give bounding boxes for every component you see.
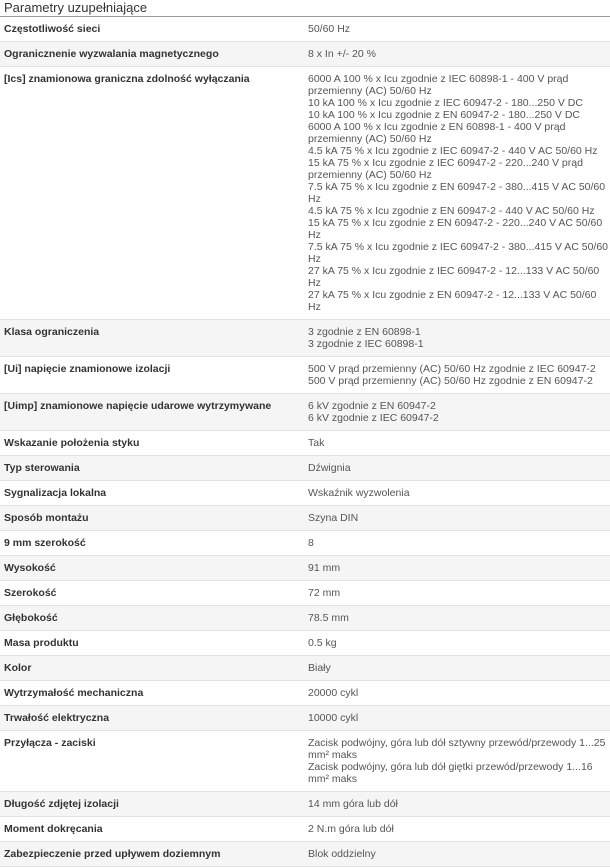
spec-row — [0, 42, 610, 67]
spec-value-line: 8 — [308, 537, 314, 549]
section-title: Parametry uzupełniające — [0, 0, 610, 17]
spec-row — [0, 581, 610, 606]
spec-value — [304, 631, 610, 656]
spec-value-line: 10000 cykl — [308, 712, 359, 724]
spec-value-line: Zacisk podwójny, góra lub dół giętki przewód/przewody 1...16 mm² maks — [308, 761, 593, 785]
spec-value — [304, 394, 610, 431]
spec-value-line: 6000 A 100 % x Icu zgodnie z IEC 60898-1 - 400 V prąd przemienny (AC) 50/60 Hz — [308, 73, 569, 97]
spec-value-line: Zacisk podwójny, góra lub dół sztywny przewód/przewody 1...25 mm² maks — [308, 737, 606, 761]
spec-value-line: 4.5 kA 75 % x Icu zgodnie z IEC 60947-2 - 440 V AC 50/60 Hz — [308, 145, 598, 157]
spec-value-line: Dźwignia — [308, 462, 351, 474]
spec-row — [0, 531, 610, 556]
spec-value-line: 14 mm góra lub dół — [308, 798, 398, 810]
spec-name: Klasa ograniczenia — [4, 326, 100, 338]
spec-value-line: Blok oddzielny — [308, 848, 376, 860]
spec-value-line: 7.5 kA 75 % x Icu zgodnie z IEC 60947-2 - 380...415 V AC 50/60 Hz — [308, 241, 609, 265]
spec-row — [0, 481, 610, 506]
spec-value — [304, 456, 610, 481]
spec-row — [0, 731, 610, 792]
spec-value-line: 0.5 kg — [308, 637, 337, 649]
spec-value — [304, 681, 610, 706]
spec-value-line: 3 zgodnie z EN 60898-1 — [308, 326, 421, 338]
spec-value-line: 27 kA 75 % x Icu zgodnie z EN 60947-2 - 12...133 V AC 50/60 Hz — [308, 289, 597, 313]
spec-value-line: 50/60 Hz — [308, 23, 351, 35]
spec-value-line: 10 kA 100 % x Icu zgodnie z EN 60947-2 - 180...250 V DC — [308, 109, 580, 121]
spec-row — [0, 431, 610, 456]
spec-value — [304, 357, 610, 394]
spec-row — [0, 817, 610, 842]
spec-value — [304, 706, 610, 731]
spec-name: Ogranicznenie wyzwalania magnetycznego — [4, 48, 219, 60]
spec-table-body — [0, 17, 610, 867]
spec-row — [0, 842, 610, 867]
spec-value-line: 27 kA 75 % x Icu zgodnie z IEC 60947-2 - 12...133 V AC 50/60 Hz — [308, 265, 600, 289]
spec-name: Głębokość — [4, 612, 58, 624]
spec-value — [304, 606, 610, 631]
spec-value — [304, 581, 610, 606]
spec-row — [0, 357, 610, 394]
spec-value — [304, 481, 610, 506]
spec-value-line: Tak — [308, 437, 325, 449]
spec-value — [304, 431, 610, 456]
spec-name: Wytrzymałość mechaniczna — [4, 687, 144, 699]
spec-row — [0, 320, 610, 357]
spec-name: Przyłącza - zaciski — [4, 737, 96, 749]
spec-name: [Uimp] znamionowe napięcie udarowe wytrzymywane — [4, 400, 272, 412]
spec-value — [304, 17, 610, 42]
spec-name: 9 mm szerokość — [4, 537, 86, 549]
spec-row — [0, 706, 610, 731]
spec-name: [Ui] napięcie znamionowe izolacji — [4, 363, 171, 375]
spec-value-line: 500 V prąd przemienny (AC) 50/60 Hz zgodnie z EN 60947-2 — [308, 375, 593, 387]
spec-value-line: Szyna DIN — [308, 512, 359, 524]
spec-row — [0, 656, 610, 681]
spec-value-line: 15 kA 75 % x Icu zgodnie z IEC 60947-2 - 220...240 V prąd przemienny (AC) 50/60 Hz — [308, 157, 583, 181]
spec-value — [304, 817, 610, 842]
spec-value-line: 15 kA 75 % x Icu zgodnie z EN 60947-2 - 220...240 V AC 50/60 Hz — [308, 217, 603, 241]
spec-value-line: 91 mm — [308, 562, 341, 574]
spec-value-line: 500 V prąd przemienny (AC) 50/60 Hz zgodnie z IEC 60947-2 — [308, 363, 596, 375]
spec-value-line: 7.5 kA 75 % x Icu zgodnie z EN 60947-2 - 380...415 V AC 50/60 Hz — [308, 181, 606, 205]
spec-value-line: 6 kV zgodnie z IEC 60947-2 — [308, 412, 439, 424]
spec-row — [0, 792, 610, 817]
spec-row — [0, 394, 610, 431]
spec-row — [0, 67, 610, 320]
spec-value — [304, 320, 610, 357]
spec-name: Sposób montażu — [4, 512, 89, 524]
spec-name: Długość zdjętej izolacji — [4, 798, 119, 810]
spec-value — [304, 656, 610, 681]
spec-row — [0, 17, 610, 42]
spec-value-line: 20000 cykl — [308, 687, 359, 699]
spec-value-line: 78.5 mm — [308, 612, 349, 624]
spec-row — [0, 506, 610, 531]
spec-value-line: Biały — [308, 662, 331, 674]
spec-value-line: 72 mm — [308, 587, 341, 599]
spec-value — [304, 842, 610, 867]
spec-name: Częstotliwość sieci — [4, 23, 101, 35]
spec-value — [304, 42, 610, 67]
spec-row — [0, 606, 610, 631]
spec-value — [304, 792, 610, 817]
spec-table — [0, 17, 610, 867]
spec-value-line: 8 x In +/- 20 % — [308, 48, 376, 60]
spec-name: Szerokość — [4, 587, 57, 599]
spec-value-line: 6000 A 100 % x Icu zgodnie z EN 60898-1 - 400 V prąd przemienny (AC) 50/60 Hz — [308, 121, 566, 145]
spec-value — [304, 556, 610, 581]
spec-value-line: 2 N.m góra lub dół — [308, 823, 394, 835]
spec-name: Moment dokręcania — [4, 823, 103, 835]
spec-row — [0, 681, 610, 706]
spec-value-line: 3 zgodnie z IEC 60898-1 — [308, 338, 424, 350]
spec-value — [304, 531, 610, 556]
spec-value-line: 10 kA 100 % x Icu zgodnie z IEC 60947-2 - 180...250 V DC — [308, 97, 583, 109]
spec-row — [0, 556, 610, 581]
spec-name: Trwałość elektryczna — [4, 712, 110, 724]
spec-name: Kolor — [4, 662, 32, 674]
spec-value-line: 6 kV zgodnie z EN 60947-2 — [308, 400, 436, 412]
spec-name: Masa produktu — [4, 637, 79, 649]
spec-row — [0, 456, 610, 481]
spec-name: Wysokość — [4, 562, 56, 574]
spec-value-line: 4.5 kA 75 % x Icu zgodnie z EN 60947-2 - 440 V AC 50/60 Hz — [308, 205, 595, 217]
spec-value-line: Wskaźnik wyzwolenia — [308, 487, 410, 499]
spec-row — [0, 631, 610, 656]
spec-name: [Ics] znamionowa graniczna zdolność wyłączania — [4, 73, 250, 85]
spec-name: Sygnalizacja lokalna — [4, 487, 107, 499]
spec-name: Typ sterowania — [4, 462, 80, 474]
spec-name: Zabezpieczenie przed upływem doziemnym — [4, 848, 221, 860]
spec-value — [304, 731, 610, 792]
spec-value — [304, 67, 610, 320]
spec-name: Wskazanie położenia styku — [4, 437, 140, 449]
spec-value — [304, 506, 610, 531]
